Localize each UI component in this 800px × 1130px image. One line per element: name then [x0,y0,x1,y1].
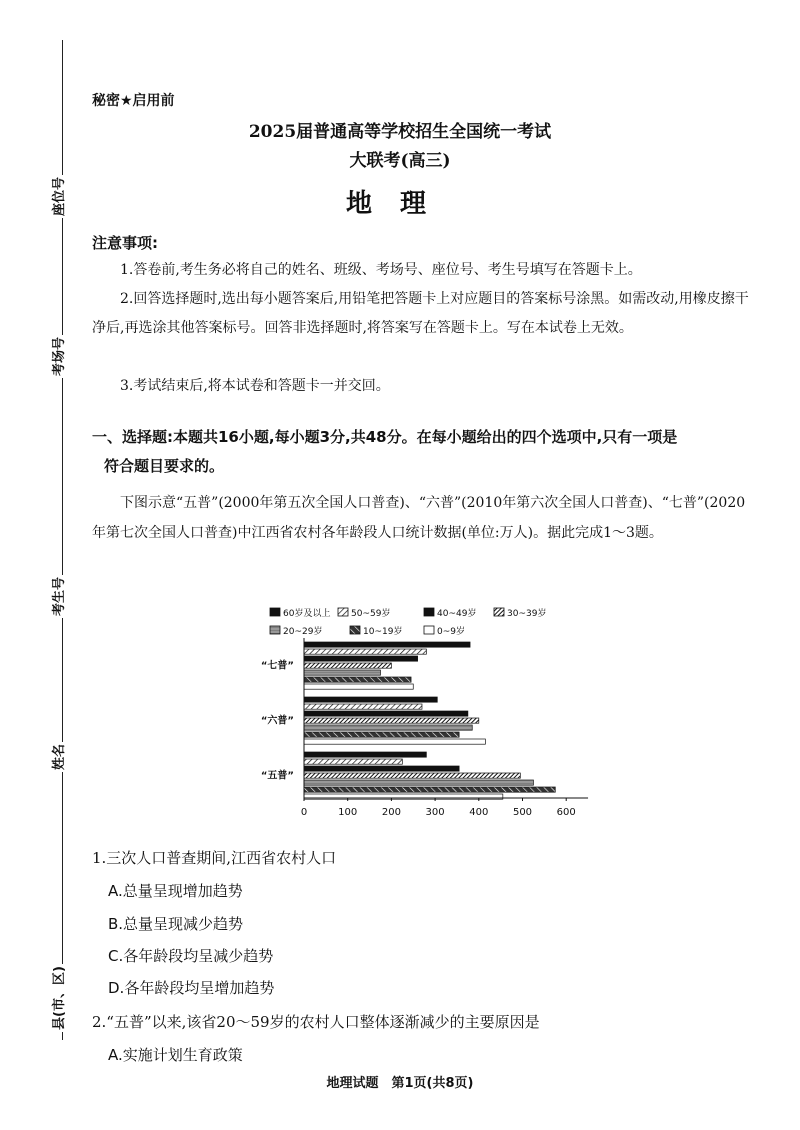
bar [304,684,413,689]
bar [304,752,426,757]
section-line-1: 一、选择题:本题共16小题,每小题3分,共48分。在每小题给出的四个选项中,只有一项是 [92,428,678,446]
bar [304,649,426,654]
x-tick-label: 200 [381,807,401,818]
secret-tag: 秘密★启用前 [92,93,175,109]
x-tick-label: 300 [425,807,445,818]
county-label: 县(市、区) [48,964,67,1032]
legend-label: 30~39岁 [507,609,547,619]
category-label: “七普” [260,660,294,672]
bar [304,773,520,778]
question-2-stem: 2.“五普”以来,该省20～59岁的农村人口整体逐渐减少的主要原因是 [92,1013,540,1031]
legend-label: 50~59岁 [351,609,391,619]
category-label: “六普” [260,715,294,727]
legend-label: 40~49岁 [437,609,477,619]
exam-subtitle: 大联考(高三) [349,151,451,171]
room-label: 考场号 [48,335,67,378]
examinee-label: 考生号 [48,575,67,618]
bar [304,642,470,647]
notes-heading: 注意事项: [92,234,158,252]
x-tick-label: 600 [556,807,576,818]
bar [304,787,555,792]
legend-label: 20~29岁 [283,627,323,637]
question-2-option-a: A.实施计划生育政策 [108,1046,243,1064]
bar [304,663,391,668]
name-label: 姓名 [48,742,67,772]
x-tick-label: 500 [512,807,533,818]
subject-title: 地理 [345,189,454,219]
bar [304,718,479,723]
x-tick-label: 100 [338,807,358,818]
legend-label: 60岁及以上 [283,609,331,619]
page-footer: 地理试题 第1页(共8页) [326,1076,474,1091]
bar [304,759,402,764]
legend-label: 0~9岁 [437,627,465,637]
question-intro: 下图示意“五普”(2000年第五次全国人口普查)、“六普”(2010年第六次全国人口普查)、“七普”(2020年第七次全国人口普查)中江西省农村各年龄段人口统计数据(单位:万人)。据此完成1～3题。 [92,495,746,541]
note-item-2: 2.回答选择题时,选出每小题答案后,用铅笔把答题卡上对应题目的答案标号涂黑。如需改动,用橡皮擦干净后,再选涂其他答案标号。回答非选择题时,将答案写在答题卡上。写在本试卷上无效。 [92,291,749,336]
legend-swatch [494,608,504,616]
bar [304,732,459,737]
bar [304,704,422,709]
question-1-option-d: D.各年龄段均呈增加趋势 [108,979,275,997]
legend-swatch [338,608,348,616]
note-item-1: 1.答卷前,考生务必将自己的姓名、班级、考场号、座位号、考生号填写在答题卡上。 [120,262,642,278]
question-1-option-c: C.各年龄段均呈减少趋势 [108,947,274,965]
bar [304,725,472,730]
bar [304,766,459,771]
section-heading [92,423,762,481]
legend-swatch [350,626,360,634]
bar [304,677,411,682]
section-line-2: 符合题目要求的。 [104,457,225,475]
legend-swatch [424,608,434,616]
note-item-3: 3.考试结束后,将本试卷和答题卡一并交回。 [120,378,390,394]
bar [304,697,437,702]
question-1-stem: 1.三次人口普查期间,江西省农村人口 [92,849,337,867]
x-tick-label: 0 [300,807,308,818]
chart-bars [304,642,555,799]
bar [304,670,380,675]
chart-legend [270,607,546,637]
bar [304,739,485,744]
bar [304,656,418,661]
population-bar-chart [250,600,590,825]
legend-swatch [270,608,280,616]
question-1-option-a: A.总量呈现增加趋势 [108,882,243,900]
legend-swatch [424,626,434,634]
bar [304,780,533,785]
question-1-option-b: B.总量呈现减少趋势 [108,915,244,933]
bar [304,711,468,716]
seat-label: 座位号 [48,175,67,218]
legend-swatch [270,626,280,634]
exam-title: 2025届普通高等学校招生全国统一考试 [248,122,552,142]
category-label: “五普” [260,770,294,782]
x-tick-label: 400 [469,807,489,818]
legend-label: 10~19岁 [363,627,403,637]
